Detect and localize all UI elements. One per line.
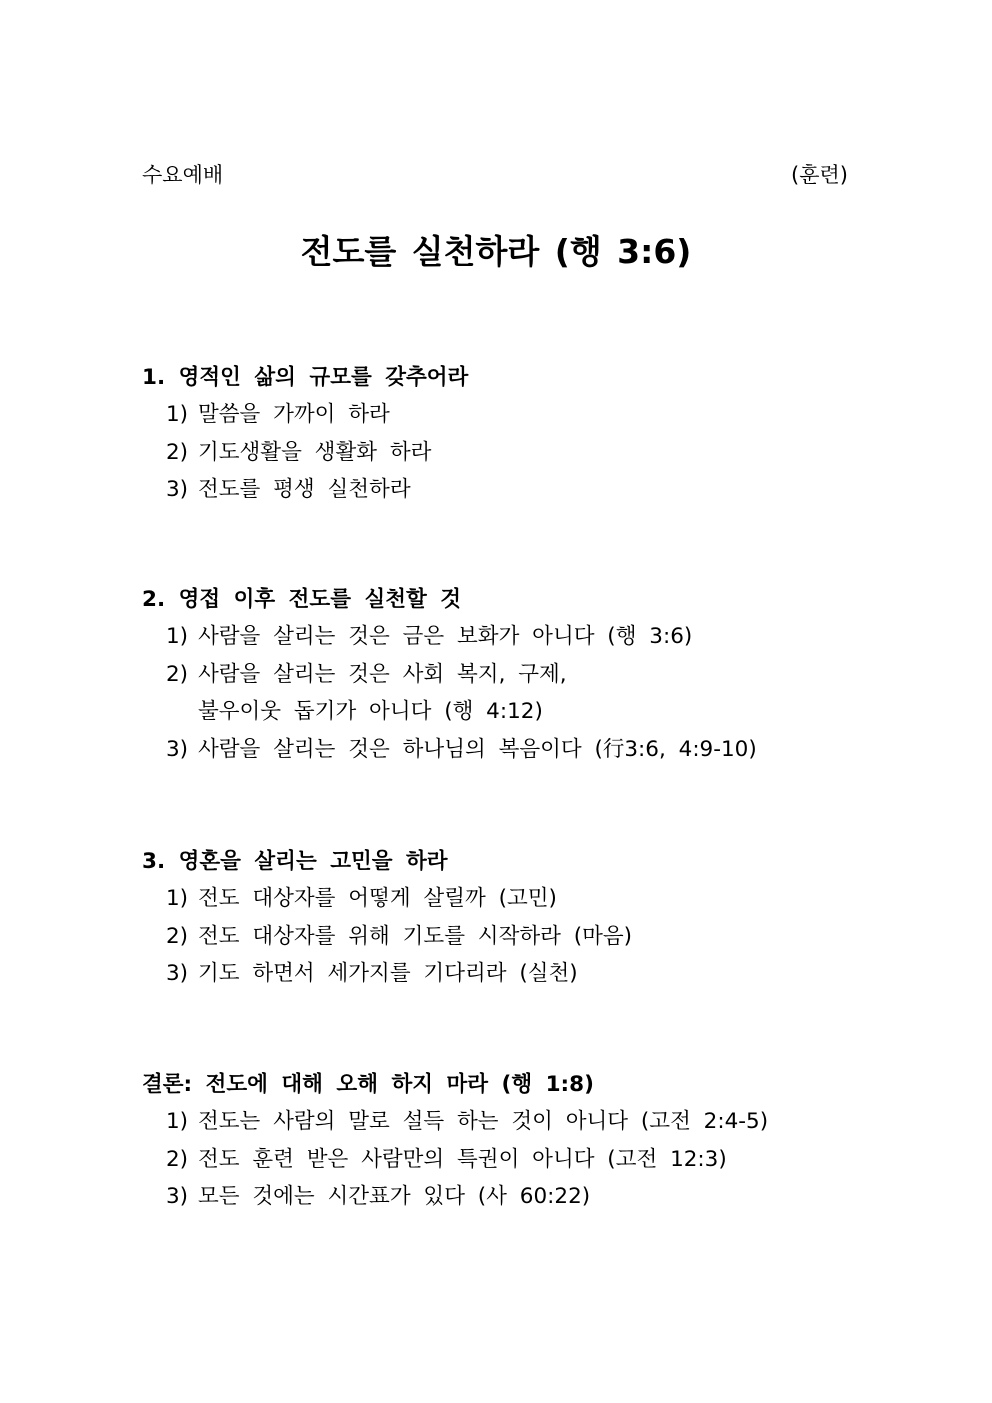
item-text: 전도 대상자를 어떻게 살릴까 (고민) (198, 886, 557, 911)
item-number: 3) (166, 1184, 189, 1209)
item-number: 2) (166, 439, 189, 465)
category-label: (훈련) (791, 163, 848, 187)
item-text: 말씀을 가까이 하라 (198, 402, 390, 427)
section-1 (142, 359, 862, 509)
section-heading: 1. 영적인 삶의 규모를 갖추어라 (142, 365, 469, 390)
item-text: 전도는 사람의 말로 설득 하는 것이 아니다 (고전 2:4-5) (198, 1109, 769, 1134)
item-text: 전도를 평생 실천하라 (198, 477, 411, 502)
section-2 (142, 581, 862, 768)
section-heading: 2. 영접 이후 전도를 실천할 것 (142, 587, 462, 612)
sermon-title: 전도를 실천하라 (행 3:6) (300, 232, 692, 271)
item-number: 3) (166, 736, 189, 762)
item-number: 2) (166, 1146, 189, 1172)
list-item (142, 1141, 862, 1179)
item-number: 1) (166, 624, 189, 649)
item-number: 1) (166, 1109, 189, 1134)
list-item (142, 396, 862, 434)
list-item (142, 1178, 862, 1216)
list-item (142, 731, 862, 769)
item-text: 사람을 살리는 것은 사회 복지, 구제, (198, 661, 567, 687)
item-text: 사람을 살리는 것은 금은 보화가 아니다 (행 3:6) (198, 624, 693, 649)
section-3 (142, 843, 862, 993)
item-text: 기도생활을 생활화 하라 (198, 439, 432, 465)
item-number: 2) (166, 923, 189, 949)
section-heading: 3. 영혼을 살리는 고민을 하라 (142, 849, 448, 874)
list-item (142, 955, 862, 993)
conclusion-section (142, 1066, 862, 1216)
item-text: 기도 하면서 세가지를 기다리라 (실천) (198, 961, 578, 986)
item-text: 전도 대상자를 위해 기도를 시작하라 (마음) (198, 923, 633, 949)
item-text: 사람을 살리는 것은 하나님의 복음이다 (行3:6, 4:9-10) (198, 736, 757, 762)
list-item (142, 656, 862, 694)
item-text: 모든 것에는 시간표가 있다 (사 60:22) (198, 1184, 591, 1209)
list-item (142, 471, 862, 509)
item-text-continued: 불우이웃 돕기가 아니다 (행 4:12) (198, 699, 543, 724)
item-number: 2) (166, 661, 189, 687)
service-label: 수요예배 (142, 163, 224, 187)
item-number: 1) (166, 886, 189, 911)
item-number: 3) (166, 961, 189, 986)
item-number: 3) (166, 477, 189, 502)
list-item (142, 434, 862, 472)
list-item (142, 1103, 862, 1141)
item-text: 전도 훈련 받은 사람만의 특권이 아니다 (고전 12:3) (198, 1146, 727, 1172)
item-number: 1) (166, 402, 189, 427)
list-item-continuation (142, 693, 862, 731)
section-heading: 결론: 전도에 대해 오해 하지 마라 (행 1:8) (142, 1072, 594, 1097)
list-item (142, 618, 862, 656)
list-item (142, 880, 862, 918)
list-item (142, 918, 862, 956)
